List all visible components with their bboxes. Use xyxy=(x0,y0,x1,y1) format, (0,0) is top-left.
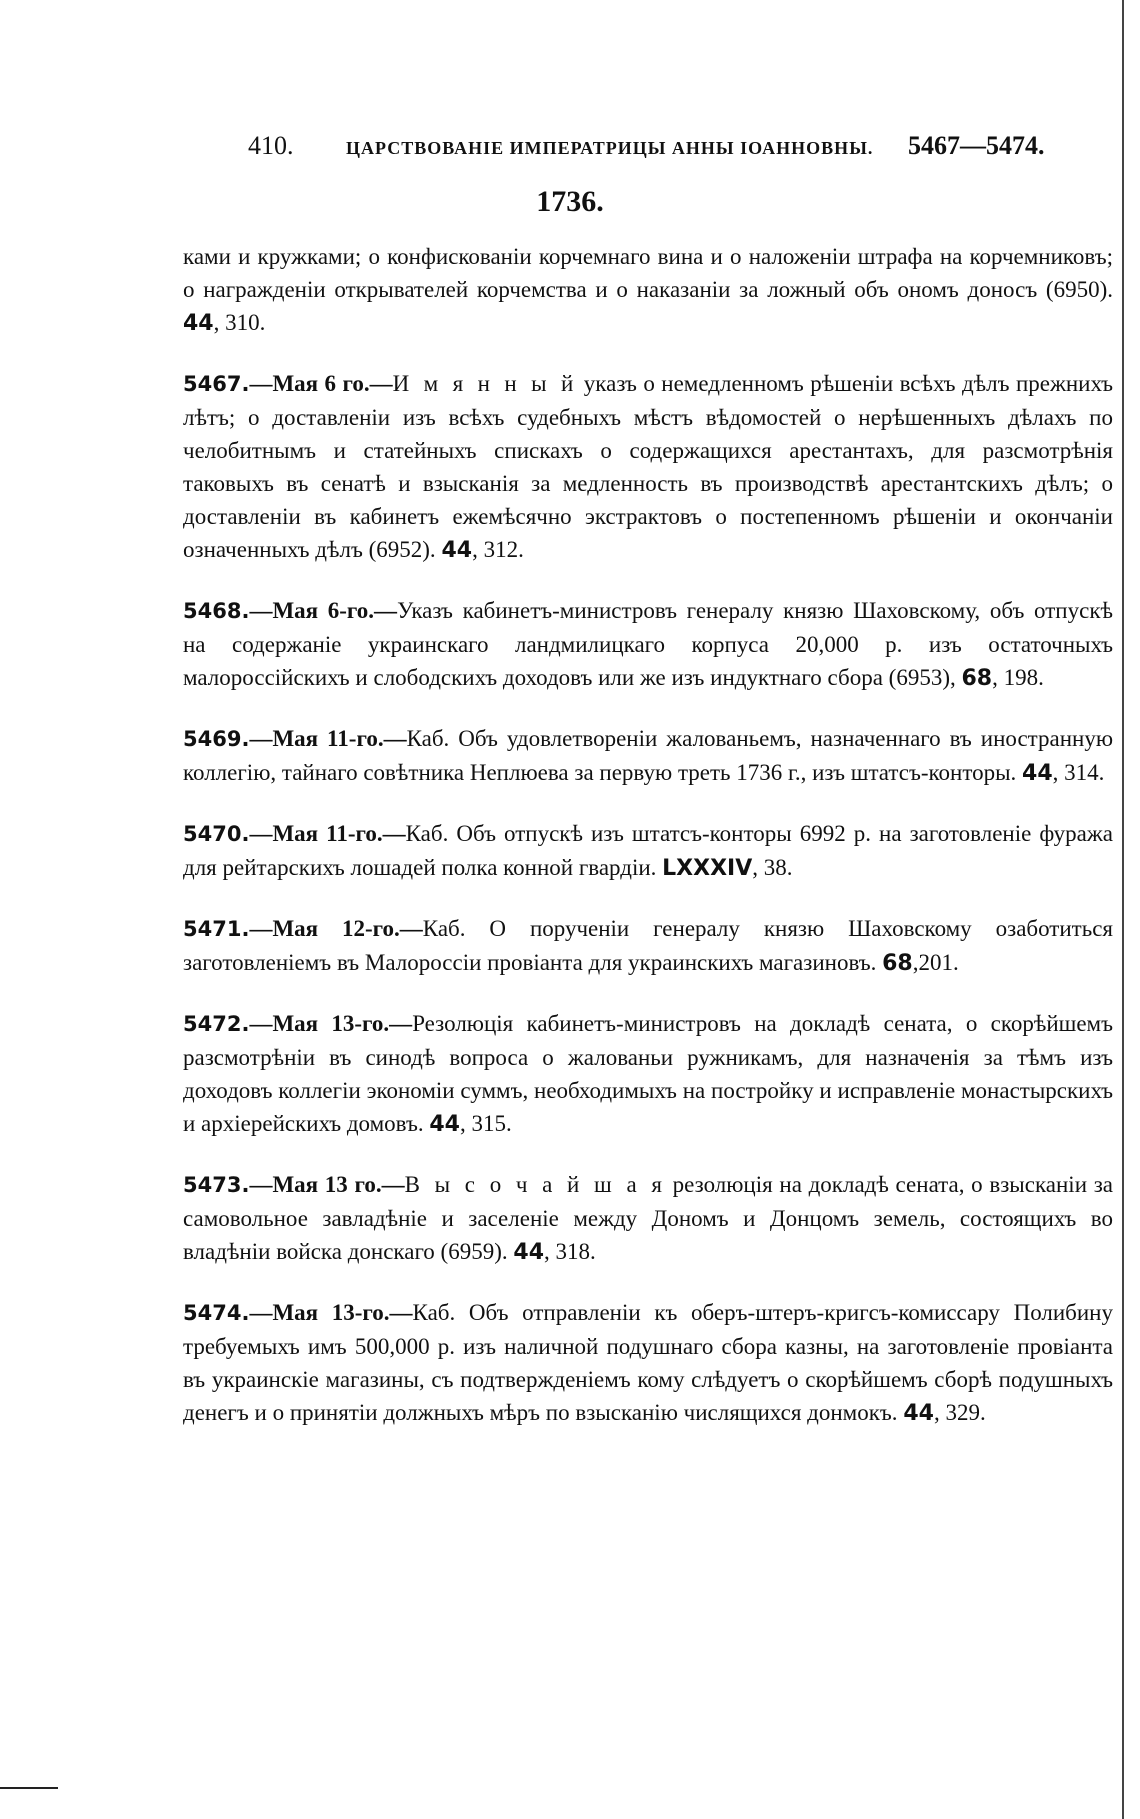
entry-date: —Мая 11-го.— xyxy=(249,726,407,751)
header-title: ЦАРСТВОВАНІЕ ИМПЕРАТРИЦЫ АННЫ ІОАННОВНЫ. xyxy=(346,138,874,158)
entry xyxy=(183,1296,1113,1430)
continued-text: ками и кружками; о конфискованіи корчемнаго вина и о наложеніи штрафа на корчемниковъ; о награжденіи открывателей корчемства и о наказаніи за ложный объ ономъ доносъ (6950). xyxy=(183,244,1113,302)
volume-ref: 44 xyxy=(429,1112,460,1137)
continued-paragraph xyxy=(183,240,1113,340)
page-ref: , 329. xyxy=(933,1400,986,1425)
page-ref: , 38. xyxy=(752,855,793,880)
entry-number: 5472. xyxy=(183,1012,250,1036)
volume-ref: 44 xyxy=(183,311,214,336)
running-header xyxy=(248,131,1048,171)
entries-list xyxy=(183,367,1113,1430)
entry-number: 5473. xyxy=(183,1173,250,1197)
entry-number: 5471. xyxy=(183,917,250,941)
year-heading: 1736. xyxy=(536,185,604,218)
entry xyxy=(183,722,1113,790)
entry-text: Каб. Объ удовлетвореніи жалованьемъ, назначеннаго въ иностранную коллегію, тайнаго совѣтника Неплюева за первую треть 1736 г., изъ штатсъ-конторы. xyxy=(183,726,1114,785)
volume-ref: 44 xyxy=(513,1240,545,1265)
entry-date: —Мая 6-го.— xyxy=(249,598,398,623)
bottom-left-rule xyxy=(0,1787,58,1789)
entry-text: Каб. Объ отправленіи къ оберъ-штеръ-кригсъ-комиссару Полибину требуемыхъ имъ 500,000 р. изъ наличной подушнаго сбора казны, на заготовленіе провіанта въ украинскіе магазины, съ подтвержденіемъ кому слѣдуетъ о скорѣйшемъ сборѣ подушныхъ денегъ и о принятіи должныхъ мѣръ по взысканію числящихся донмокъ. xyxy=(183,1300,1113,1425)
entry-prefix: В ы с о ч а й ш а я xyxy=(404,1172,666,1197)
volume-ref: 44 xyxy=(903,1401,934,1426)
entry-number: 5474. xyxy=(183,1301,250,1325)
entry-number: 5470. xyxy=(183,822,250,846)
entry xyxy=(183,817,1113,885)
document-body xyxy=(183,240,1113,1457)
entry-text: Резолюція кабинетъ-министровъ на докладѣ сената, о скорѣйшемъ разсмотрѣніи въ синодѣ вопроса о жалованьи ружникамъ, для назначенія за тѣмъ изъ доходовъ коллегіи экономіи суммъ, необходимыхъ на постройку и исправленіе монастырскихъ и архіерейскихъ домовъ. xyxy=(183,1011,1113,1136)
page-number: 410. xyxy=(248,131,294,160)
entry-range: 5467—5474. xyxy=(908,131,1045,160)
volume-ref: LXXXIV xyxy=(662,856,753,881)
page-ref: , 314. xyxy=(1052,760,1105,785)
volume-ref: 68 xyxy=(961,666,993,691)
entry-number: 5469. xyxy=(183,727,250,751)
entry-date: —Мая 13-го.— xyxy=(249,1300,413,1325)
entry-text: указъ о немедленномъ рѣшеніи всѣхъ дѣлъ прежнихъ лѣтъ; о доставленіи изъ всѣхъ судебныхъ мѣстъ вѣдомостей о нерѣшенныхъ дѣлахъ по челобитнымъ и статейныхъ спискахъ о содержащихся арестантахъ, для разсмотрѣнія таковыхъ въ сенатѣ и взысканія за медленность въ производствѣ арестантскихъ дѣлъ; о доставленіи въ кабинетъ ежемѣсячно экстрактовъ о постепенномъ рѣшеніи и окончаніи означенныхъ дѣлъ (6952). xyxy=(183,371,1113,562)
right-margin-rule xyxy=(1122,0,1124,1819)
entry xyxy=(183,367,1113,567)
page-ref: , 315. xyxy=(459,1111,512,1136)
entry xyxy=(183,1007,1113,1141)
entry-date: —Мая 11-го.— xyxy=(249,821,406,846)
volume-ref: 44 xyxy=(441,538,473,563)
entry-date: —Мая 12-го.— xyxy=(249,916,423,941)
volume-ref: 44 xyxy=(1022,761,1053,786)
entry xyxy=(183,1168,1113,1269)
volume-ref: 68 xyxy=(882,951,913,976)
entry-date: —Мая 13 го.— xyxy=(249,1172,405,1197)
entry-text: резолюція на докладѣ сената, о взысканіи за самовольное завладѣніе и заселеніе между Дономъ и Донцомъ земель, состоящихъ во владѣніи войска донскаго (6959). xyxy=(183,1172,1113,1264)
page-ref: , 198. xyxy=(992,665,1044,690)
page-ref: ,201. xyxy=(912,950,959,975)
entry xyxy=(183,594,1113,695)
entry-text: Указъ кабинетъ-министровъ генералу князю Шаховскому, объ отпускѣ на содержаніе украинскаго ландмилицкаго корпуса 20,000 р. изъ остаточныхъ малороссійскихъ и слободскихъ доходовъ или же изъ индуктнаго сбора (6953), xyxy=(183,598,1113,690)
entry-text: Каб. Объ отпускѣ изъ штатсъ-конторы 6992 р. на заготовленіе фуража для рейтарскихъ лошадей полка конной гвардіи. xyxy=(183,821,1113,880)
entry-text: Каб. О порученіи генералу князю Шаховскому озаботиться заготовленіемъ въ Малороссіи провіанта для украинскихъ магазиновъ. xyxy=(183,916,1113,975)
page-ref: , 310. xyxy=(213,310,266,335)
entry-date: —Мая 6 го.— xyxy=(249,371,393,396)
entry-date: —Мая 13-го.— xyxy=(249,1011,413,1036)
entry-number: 5468. xyxy=(183,599,250,623)
entry-prefix: И м я н н ы й xyxy=(392,371,578,396)
page-ref: , 318. xyxy=(544,1239,596,1264)
entry xyxy=(183,912,1113,980)
page-ref: , 312. xyxy=(472,537,524,562)
entry-number: 5467. xyxy=(183,372,250,396)
